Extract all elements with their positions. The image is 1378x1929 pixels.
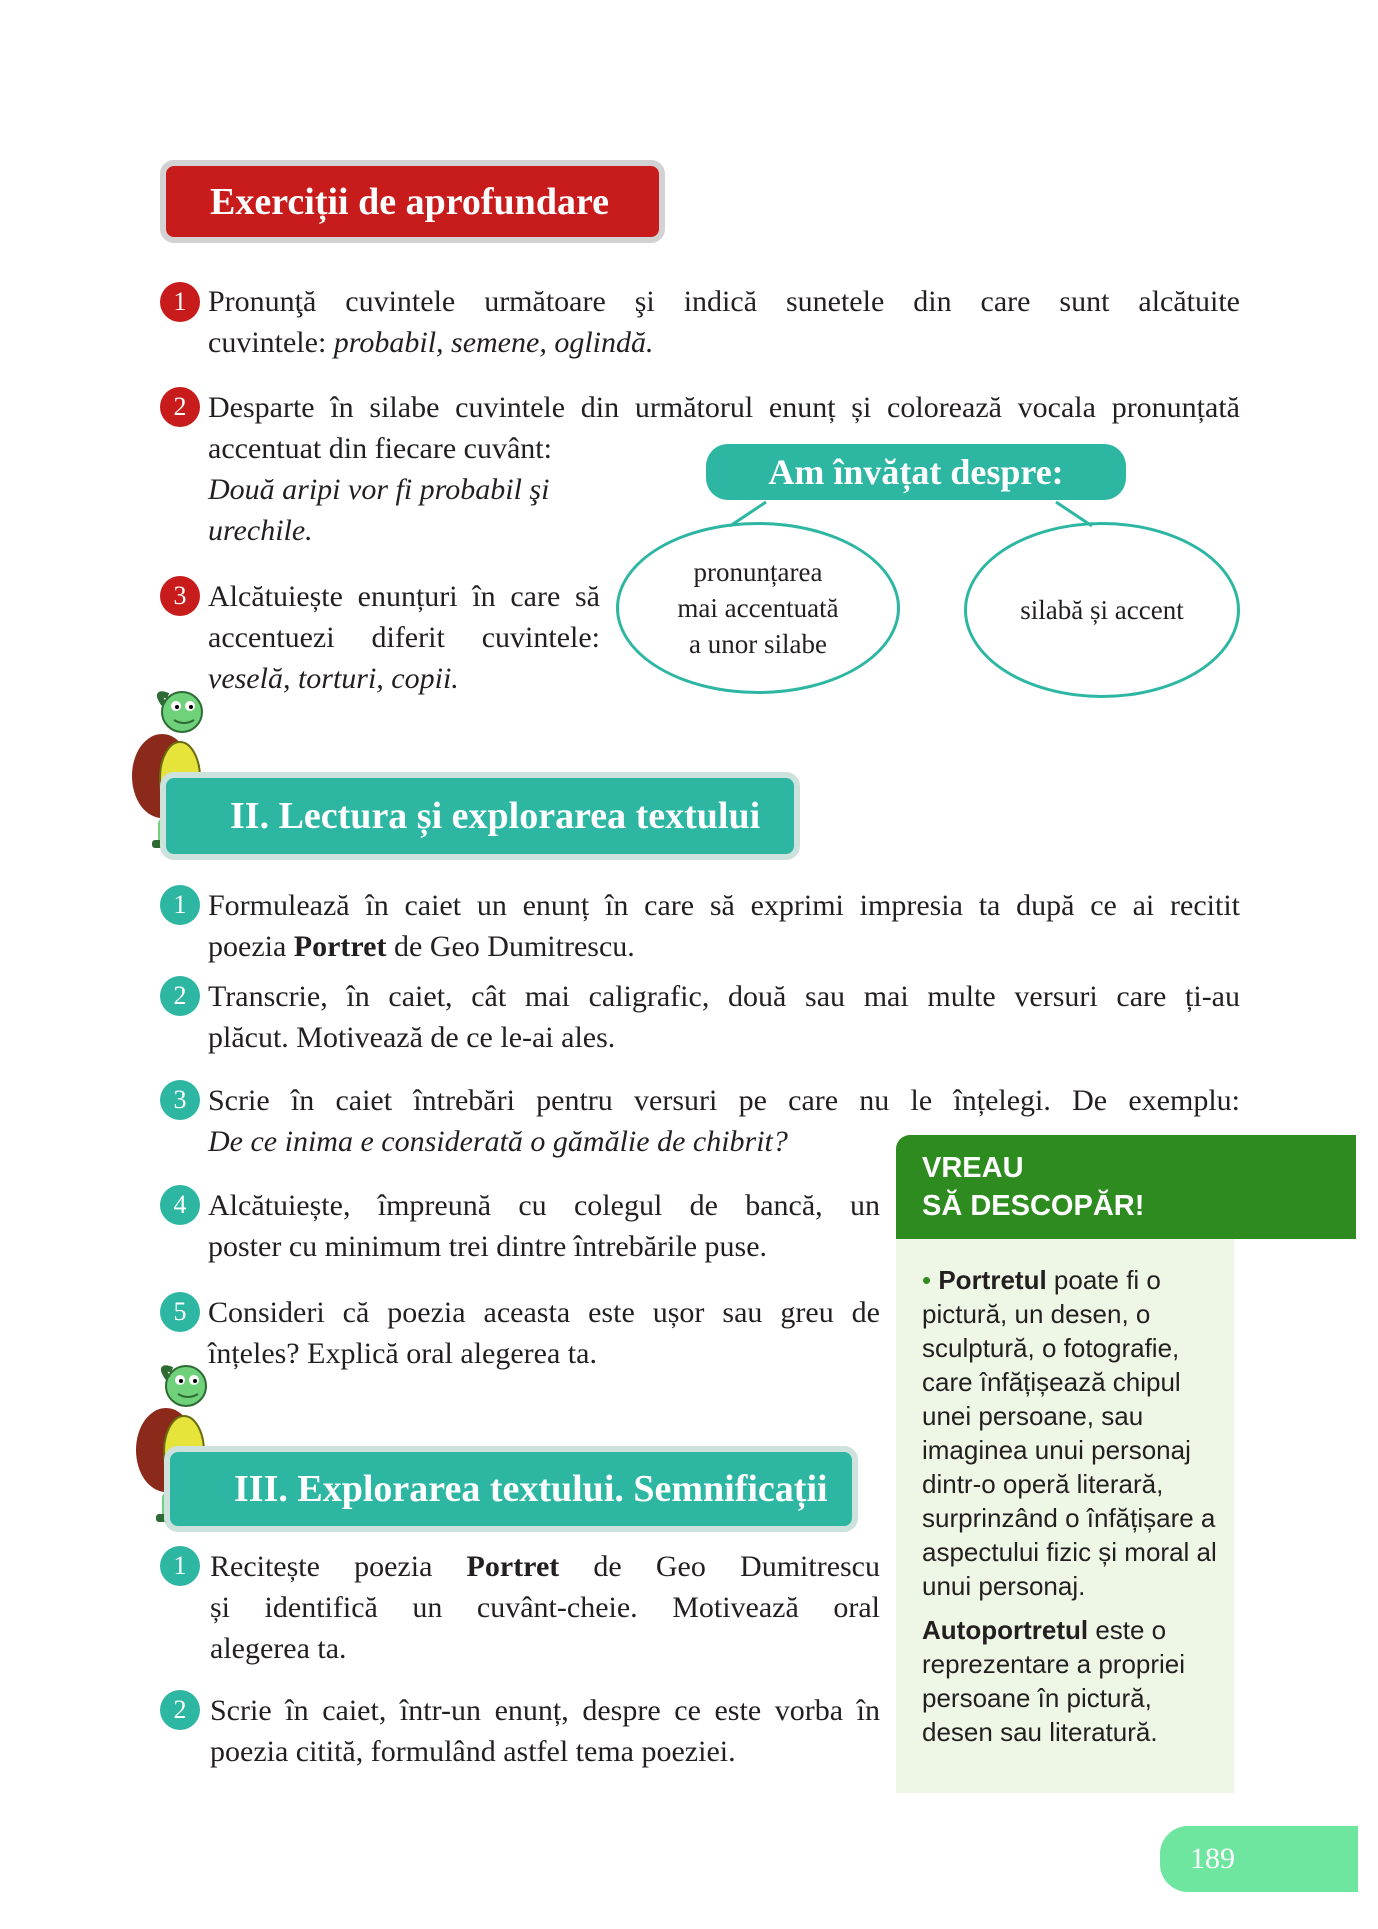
section-title-lectura: [160, 772, 800, 860]
exercise-number: 1: [160, 282, 200, 322]
exercise-number: 3: [160, 576, 200, 616]
page-number: [1160, 1826, 1358, 1892]
exercise-number: 1: [160, 885, 200, 925]
exercise-text: [210, 1546, 880, 1669]
text-span: de Geo Dumitrescu: [559, 1550, 880, 1583]
section-title-text: II. Lectura și explorarea textului: [230, 795, 761, 837]
exercise-line: poster cu minimum trei dintre întrebările puse.: [208, 1230, 768, 1263]
sidebar-header-line: SĂ DESCOPĂR!: [922, 1190, 1145, 1222]
section-title-text: III. Explorarea textului. Semnificații: [234, 1468, 828, 1510]
bubble-line: a unor silabe: [689, 629, 827, 659]
definition: poate fi o pictură, un desen, o sculptură, o fotografie, care înfățișează chipul unei persoane, sau imaginea unui personaj dintr-o operă literară, surprinzând o înfățișare a aspectului fizic și moral al unui personaj.: [922, 1265, 1217, 1601]
term: Autoportretul: [922, 1615, 1089, 1645]
exercise-text: [210, 1690, 880, 1772]
section-title-exercitii: [160, 160, 665, 243]
example-sentence: Două aripi vor fi probabil şi: [208, 473, 550, 506]
bubble-line: pronunțarea: [693, 557, 823, 587]
exercise-number: 5: [160, 1292, 200, 1332]
exercise-number: 4: [160, 1185, 200, 1225]
exercise-text: [208, 281, 1240, 363]
text-span: poezia: [208, 930, 294, 963]
concept-bubble: [616, 522, 900, 694]
exercise-line: Alcătuiește, împreună cu colegul de bancă, un: [208, 1189, 880, 1222]
section-title-text: Exerciții de aprofundare: [210, 180, 609, 223]
exercise-text: [208, 1185, 880, 1267]
exercise-text: [208, 576, 600, 699]
exercise-line: [208, 926, 1240, 967]
exercise-line: Consideri că poezia aceasta este ușor sau greu de: [208, 1296, 880, 1329]
exercise-number: 1: [160, 1546, 200, 1586]
italic-words: probabil, semene, oglindă.: [333, 326, 654, 359]
exercise-line: Scrie în caiet, într-un enunț, despre ce este vorba în: [210, 1694, 880, 1727]
sidebar-header-line: VREAU: [922, 1152, 1024, 1184]
exercise-text: [208, 1292, 880, 1374]
exercise-number: 2: [160, 1690, 200, 1730]
exercise-text: [208, 976, 1240, 1058]
concept-bubble: [964, 522, 1240, 698]
poem-title: Portret: [293, 930, 387, 963]
exercise-line: și identifică un cuvânt-cheie. Motivează oral: [210, 1591, 880, 1624]
example-sentence: urechile.: [208, 514, 313, 547]
text-span: cuvintele:: [208, 326, 334, 359]
sidebar-body: [896, 1239, 1234, 1793]
exercise-text: [208, 885, 1240, 967]
exercise-line: Transcrie, în caiet, cât mai caligrafic, două sau mai multe versuri care ți-au: [208, 980, 1240, 1013]
exercise-line: [208, 322, 1240, 363]
learned-title: [706, 444, 1126, 500]
bubble-line: mai accentuată: [677, 593, 839, 623]
page-number-text: 189: [1190, 1842, 1235, 1875]
definition: este o reprezentare a propriei persoane în pictură, desen sau literatură.: [922, 1615, 1186, 1747]
exercise-line: Alcătuiește enunțuri în care să: [208, 580, 600, 613]
exercise-line: înțeles? Explică oral alegerea ta.: [208, 1337, 597, 1370]
exercise-number: 2: [160, 976, 200, 1016]
example-words: veselă, torturi, copii.: [208, 662, 459, 695]
exercise-number: 3: [160, 1080, 200, 1120]
bullet-icon: •: [922, 1265, 932, 1295]
text-span: Recitește poezia: [210, 1550, 467, 1583]
learned-title-text: Am învățat despre:: [768, 452, 1064, 492]
sidebar-paragraph: [922, 1613, 1224, 1749]
exercise-line: Desparte în silabe cuvintele din următorul enunț și colorează vocala pronunțată: [208, 391, 1240, 424]
exercise-line: Pronunţă cuvintele următoare şi indică sunetele din care sunt alcătuite: [208, 285, 1240, 318]
exercise-line: accentuat din fiecare cuvânt:: [208, 432, 552, 465]
exercise-line: accentuezi diferit cuvintele:: [208, 621, 600, 654]
exercise-line: Formulează în caiet un enunț în care să exprimi impresia ta după ce ai recitit: [208, 889, 1240, 922]
example-question: De ce inima e considerată o gămălie de chibrit?: [208, 1125, 788, 1158]
exercise-line: plăcut. Motivează de ce le-ai ales.: [208, 1021, 616, 1054]
sidebar-paragraph: [922, 1263, 1224, 1603]
exercise-line: Scrie în caiet întrebări pentru versuri pe care nu le înțelegi. De exemplu:: [208, 1084, 1240, 1117]
exercise-line: alegerea ta.: [210, 1632, 347, 1665]
sidebar-header: [896, 1135, 1356, 1239]
text-span: de Geo Dumitrescu.: [386, 930, 635, 963]
bubble-line: silabă și accent: [1020, 595, 1184, 625]
exercise-line: poezia citită, formulând astfel tema poeziei.: [210, 1735, 736, 1768]
exercise-line: [210, 1546, 880, 1587]
term: Portretul: [938, 1265, 1047, 1295]
poem-title: Portret: [466, 1550, 560, 1583]
exercise-number: 2: [160, 387, 200, 427]
section-title-explorarea: [164, 1446, 858, 1532]
